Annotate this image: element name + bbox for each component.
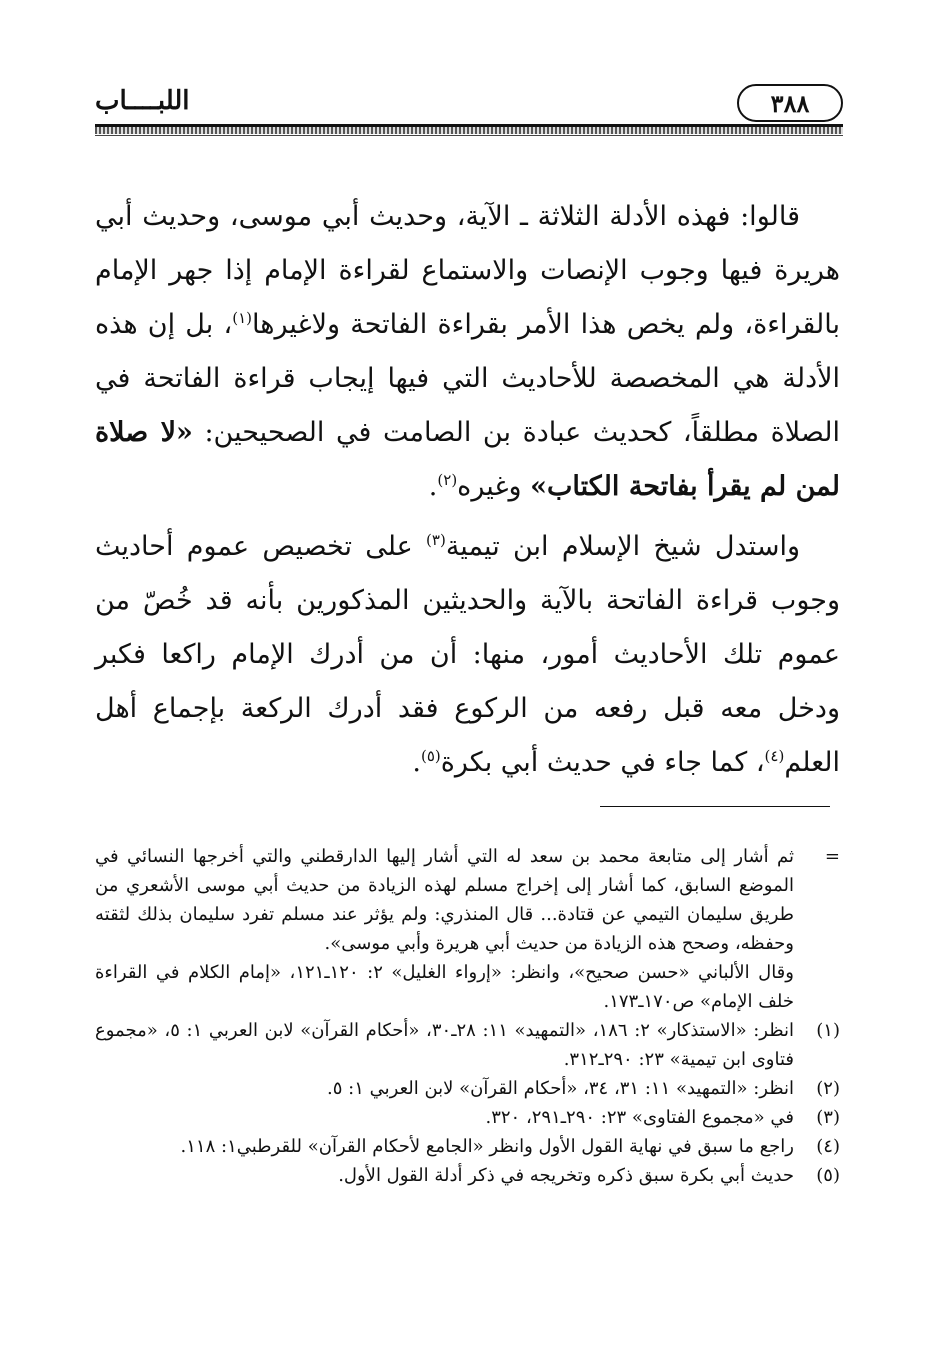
footnote-mark: (١): [816, 1020, 840, 1041]
footnote-mark: (٥): [816, 1165, 840, 1186]
footnote-ref: (٥): [420, 747, 441, 765]
header-divider: [95, 124, 843, 134]
book-title: اللبــــاب: [95, 86, 190, 116]
footnote-mark: (٢): [816, 1078, 840, 1099]
footnote-item: [95, 1103, 840, 1132]
footnote-text: انظر: «الاستذكار» ٢: ١٨٦، «التمهيد» ١١: ٢٨ـ٣٠، «أحكام القرآن» لابن العربي ١: ٥، «مجموع فتاوى ابن تيمية» ٢٣: ٢٩٠ـ٣١٢.: [95, 1020, 795, 1070]
main-text: [95, 190, 840, 796]
footnote-continuation-mark: =: [824, 846, 840, 867]
footnote-continued: [95, 958, 840, 1016]
footnote-ref: (٣): [426, 531, 446, 549]
footnote-separator: [600, 806, 830, 807]
footnote-text: ثم أشار إلى متابعة محمد بن سعد له التي أشار إليها الدارقطني والتي أخرجها النسائي في الموضع السابق، كما أشار إلى إخراج مسلم لهذه الزيادة من حديث أبي موسى الأشعري من طريق سليمان التيمي عن قتادة... قال المنذري: ولم يؤثر عند مسلم تفرد سليمان بذلك لثقته وحفظه، وصحح هذه الزيادة من حديث أبي هريرة وأبي موسى».: [95, 846, 794, 954]
page-header: [95, 82, 843, 126]
footnote-item: [95, 1132, 840, 1161]
footnote-text: وقال الألباني «حسن صحيح»، وانظر: «إرواء الغليل» ٢: ١٢٠ـ١٢١، «إمام الكلام في القراءة خلف الإمام» ص١٧٠ـ١٧٣.: [95, 962, 794, 1012]
footnotes: [95, 842, 840, 1190]
footnote-mark: (٤): [816, 1136, 840, 1157]
footnote-ref: (١): [232, 309, 252, 327]
footnote-ref: (٢): [437, 471, 458, 489]
footnote-text: حديث أبي بكرة سبق ذكره وتخريجه في ذكر أدلة القول الأول.: [338, 1165, 794, 1186]
footnote-text: راجع ما سبق في نهاية القول الأول وانظر «الجامع لأحكام القرآن» للقرطبي١: ١١٨.: [180, 1136, 794, 1157]
footnote-item: [95, 1016, 840, 1074]
footnote-ref: (٤): [764, 747, 785, 765]
footnote-text: في «مجموع الفتاوى» ٢٣: ٢٩٠ـ٢٩١، ٣٢٠.: [485, 1107, 794, 1128]
footnote-item: [95, 1161, 840, 1190]
footnote-mark: (٣): [816, 1107, 840, 1128]
footnote-continued: [95, 842, 840, 958]
paragraph: واستدل شيخ الإسلام ابن تيمية$^{(٣)}$ على تخصيص عموم أحاديث وجوب قراءة الفاتحة بالآية والحديثين المذكورين بأنه قد خُصّ من عموم تلك الأحاديث أمور، منها: أن من أدرك الإمام راكعا فكبر ودخل معه قبل رفعه من الركوع فقد أدرك الركعة بإجماع أهل العلم$^{(٤)}$، كما جاء في حديث أبي بكرة$^{(٥)}$.: [95, 531, 840, 778]
footnote-text: انظر: «التمهيد» ١١: ٣١، ٣٤، «أحكام القرآن» لابن العربي ١: ٥.: [327, 1078, 794, 1099]
hadith-quote: «لا صلاة لمن لم يقرأ بفاتحة الكتاب»: [95, 417, 840, 502]
paragraph: قالوا: فهذه الأدلة الثلاثة ـ الآية، وحديث أبي موسى، وحديث أبي هريرة فيها وجوب الإنصات والاستماع لقراءة الإمام إذا جهر الإمام بالقراءة، ولم يخص هذا الأمر بقراءة الفاتحة ولاغيرها$^{(١)}$، بل إن هذه الأدلة هي المخصصة للأحاديث التي فيها إيجاب قراءة الفاتحة في الصلاة مطلقاً، كحديث عبادة بن الصامت في الصحيحين: «لا صلاة لمن لم يقرأ بفاتحة الكتاب» وغيره$^{(٢)}$.: [95, 201, 841, 502]
page-number: ٣٨٨: [737, 84, 843, 122]
footnote-item: [95, 1074, 840, 1103]
